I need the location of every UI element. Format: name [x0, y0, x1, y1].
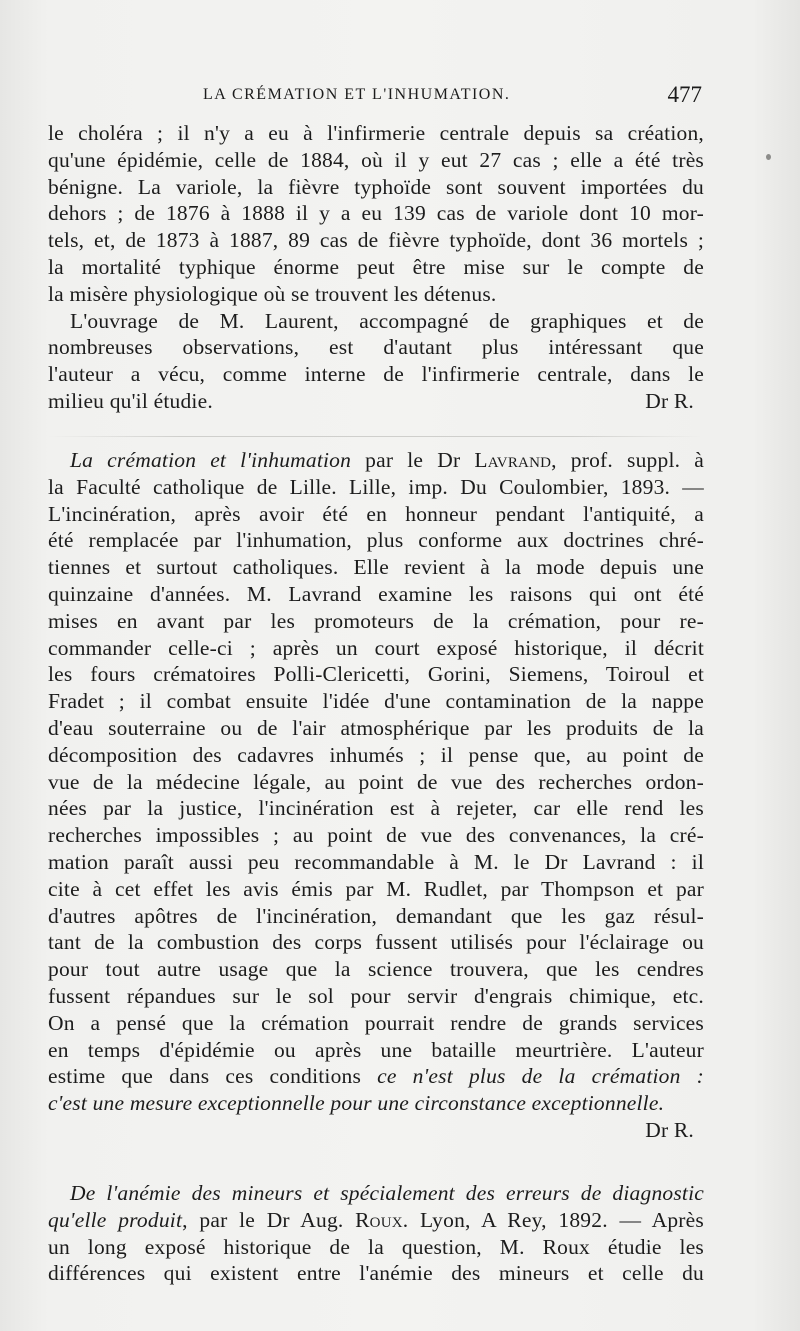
book-title: De l'anémie des mineurs et spécialement des erreurs de diagnostic [70, 1181, 704, 1205]
reviewer-signature: Dr R. [645, 388, 694, 413]
book-title: La crémation et l'inhumation [70, 448, 352, 472]
text-line: tels, et, de 1873 à 1887, 89 cas de fièvre typhoïde, dont 36 mortels ; [48, 228, 704, 253]
text-line: mises en avant par les promoteurs de la crémation, pour re- [48, 608, 704, 633]
text-line: L'incinération, après avoir été en honneur pendant l'antiquité, a [48, 501, 704, 526]
text-line: L'ouvrage de M. Laurent, accompagné de graphiques et de [70, 308, 704, 333]
text-line: vue de la médecine légale, au point de vue des recherches ordon- [48, 769, 704, 794]
page-number: 477 [667, 82, 702, 107]
section-divider [48, 436, 704, 437]
text-line: bénigne. La variole, la fièvre typhoïde sont souvent importées du [48, 174, 704, 199]
text-line: la Faculté catholique de Lille. Lille, imp. Du Coulombier, 1893. — [48, 474, 704, 499]
book-title: qu'elle produit [48, 1207, 183, 1232]
last-line-with-signature [48, 388, 704, 415]
text-line: mation paraît aussi peu recommandable à M. le Dr Lavrand : il [48, 849, 704, 874]
title-tail: , prof. suppl. à [551, 448, 704, 472]
text-line: nombreuses observations, est d'autant plus intéressant que [48, 335, 704, 360]
text-line: milieu qu'il étudie. [48, 388, 213, 413]
text-line: d'eau souterraine ou de l'air atmosphérique par les produits de la [48, 715, 704, 740]
text-line: le choléra ; il n'y a eu à l'infirmerie centrale depuis sa création, [48, 121, 704, 145]
text-line: l'auteur a vécu, comme interne de l'infirmerie centrale, dans le [48, 362, 704, 387]
text-line: cite à cet effet les avis émis par M. Rudlet, par Thompson et par [48, 876, 704, 901]
text-line [48, 1063, 704, 1090]
text-segment: estime que dans ces conditions [48, 1064, 378, 1089]
text-line: fussent répandues sur le sol pour servir d'engrais chimique, etc. [48, 983, 704, 1008]
text-line: Fradet ; il combat ensuite l'idée d'une contamination de la nappe [48, 689, 704, 714]
text-line: la mortalité typhique énorme peut être mise sur le compte de [48, 254, 704, 279]
text-line: la misère physiologique où se trouvent les détenus. [48, 281, 497, 306]
title-tail: . Lyon, A Rey, 1892. — Après [402, 1207, 704, 1232]
text-line: différences qui existent entre l'anémie des mineurs et celle du [48, 1261, 704, 1286]
reviewer-signature: Dr R. [645, 1117, 694, 1142]
text-line: On a pensé que la crémation pourrait rendre de grands services [48, 1010, 704, 1035]
text-line: un long exposé historique de la question, M. Roux étudie les [48, 1234, 704, 1259]
review-title-line [48, 1180, 704, 1207]
text-line: d'autres apôtres de l'incinération, demandant que les gaz résul- [48, 903, 704, 928]
text-line: recherches impossibles ; au point de vue des convenances, la cré- [48, 823, 704, 848]
author-name: Lavrand [474, 448, 552, 472]
text-line: nées par la justice, l'incinération est à rejeter, car elle rend les [48, 796, 704, 821]
text-line: été remplacée par l'inhumation, plus conforme aux doctrines chré- [48, 528, 704, 553]
text-line [48, 1090, 704, 1117]
review-lavrand [48, 447, 704, 1144]
review-title-line [48, 1207, 704, 1234]
text-line: commander celle-ci ; après un court exposé historique, il décrit [48, 635, 704, 660]
text-line: tant de la combustion des corps fussent utilisés pour l'éclairage ou [48, 930, 704, 955]
text-line: les fours crématoires Polli-Clericetti, Gorini, Siemens, Toiroul et [48, 662, 704, 687]
review-title-line [48, 447, 704, 474]
text-line: qu'une épidémie, celle de 1884, où il y eut 27 cas ; elle a été très [48, 147, 704, 172]
text-line: dehors ; de 1876 à 1888 il y a eu 139 cas de variole dont 10 mor- [48, 201, 704, 226]
text-line: en temps d'épidémie ou après une bataille meurtrière. L'auteur [48, 1037, 704, 1062]
paper-speck [766, 154, 771, 160]
italic-quote: ce n'est plus de la crémation : [377, 1064, 704, 1089]
review-roux [48, 1180, 704, 1287]
running-title: LA CRÉMATION ET L'INHUMATION. [203, 86, 511, 103]
italic-quote: c'est une mesure exceptionnelle pour une circonstance exceptionnelle. [48, 1091, 665, 1116]
text-line: tiennes et surtout catholiques. Elle revient à la mode depuis une [48, 555, 704, 580]
text-line: décomposition des cadavres inhumés ; il pense que, au point de [48, 742, 704, 767]
page-header [48, 82, 704, 112]
review-laurent-continued [48, 120, 704, 415]
author-name: Roux [355, 1207, 403, 1232]
title-connector: , par le Dr Aug. [182, 1207, 356, 1232]
text-line: quinzaine d'années. M. Lavrand examine les raisons qui ont été [48, 581, 704, 606]
title-connector: par le Dr [351, 448, 475, 472]
text-line: pour tout autre usage que la science trouvera, que les cendres [48, 957, 704, 982]
